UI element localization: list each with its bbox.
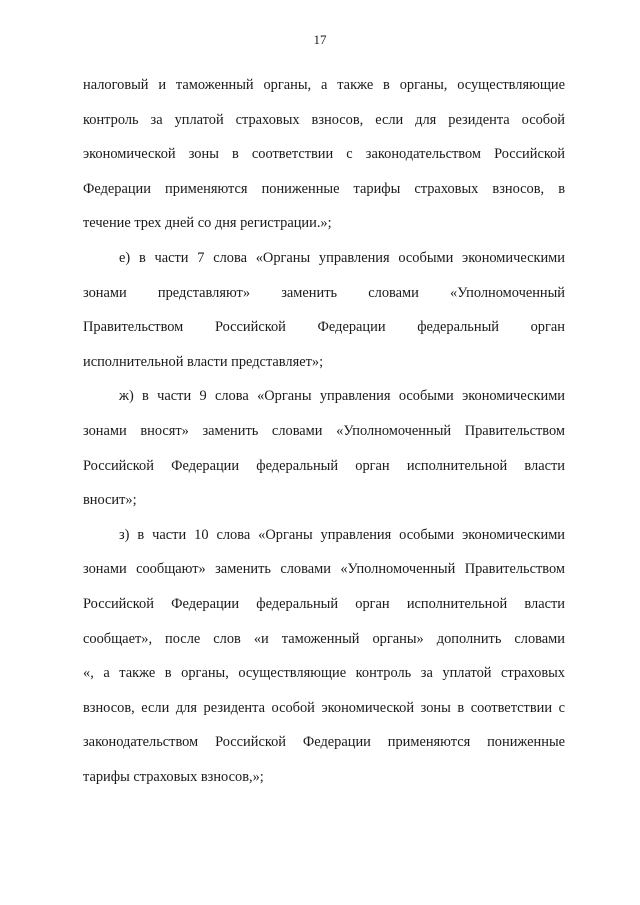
body-text	[83, 68, 565, 794]
text-line: тарифы страховых взносов,»;	[83, 768, 264, 785]
text-line: е) в части 7 слова «Органы управления особыми экономическими	[119, 249, 565, 266]
text-line: зонами сообщают» заменить словами «Уполномоченный Правительством	[83, 561, 565, 578]
text-line: взносов, если для резидента особой экономической зоны в соответствии с	[83, 699, 565, 716]
text-line: Российской Федерации федеральный орган исполнительной власти	[83, 595, 565, 612]
text-line: Российской Федерации федеральный орган исполнительной власти	[83, 457, 565, 474]
text-line: Правительством Российской Федерации федеральный орган	[83, 319, 565, 336]
text-line: налоговый и таможенный органы, а также в органы, осуществляющие	[83, 77, 565, 93]
text-line: исполнительной власти представляет»;	[83, 353, 324, 370]
text-line: Федерации применяются пониженные тарифы страховых взносов, в	[83, 180, 565, 197]
text-line: вносит»;	[83, 492, 137, 509]
text-line: экономической зоны в соответствии с законодательством Российской	[83, 146, 565, 163]
text-line: зонами вносят» заменить словами «Уполномоченный Правительством	[83, 422, 565, 439]
text-line: законодательством Российской Федерации применяются пониженные	[83, 734, 565, 751]
text-line: сообщает», после слов «и таможенный органы» дополнить словами	[83, 630, 565, 647]
page-number: 17	[313, 32, 327, 47]
text-line: ж) в части 9 слова «Органы управления особыми экономическими	[119, 388, 565, 405]
text-line: течение трех дней со дня регистрации.»;	[83, 215, 332, 232]
text-line: «, а также в органы, осуществляющие контроль за уплатой страховых	[83, 665, 565, 682]
text-line: контроль за уплатой страховых взносов, если для резидента особой	[83, 111, 565, 128]
text-line: зонами представляют» заменить словами «Уполномоченный	[83, 284, 565, 301]
text-line: з) в части 10 слова «Органы управления особыми экономическими	[119, 526, 565, 543]
